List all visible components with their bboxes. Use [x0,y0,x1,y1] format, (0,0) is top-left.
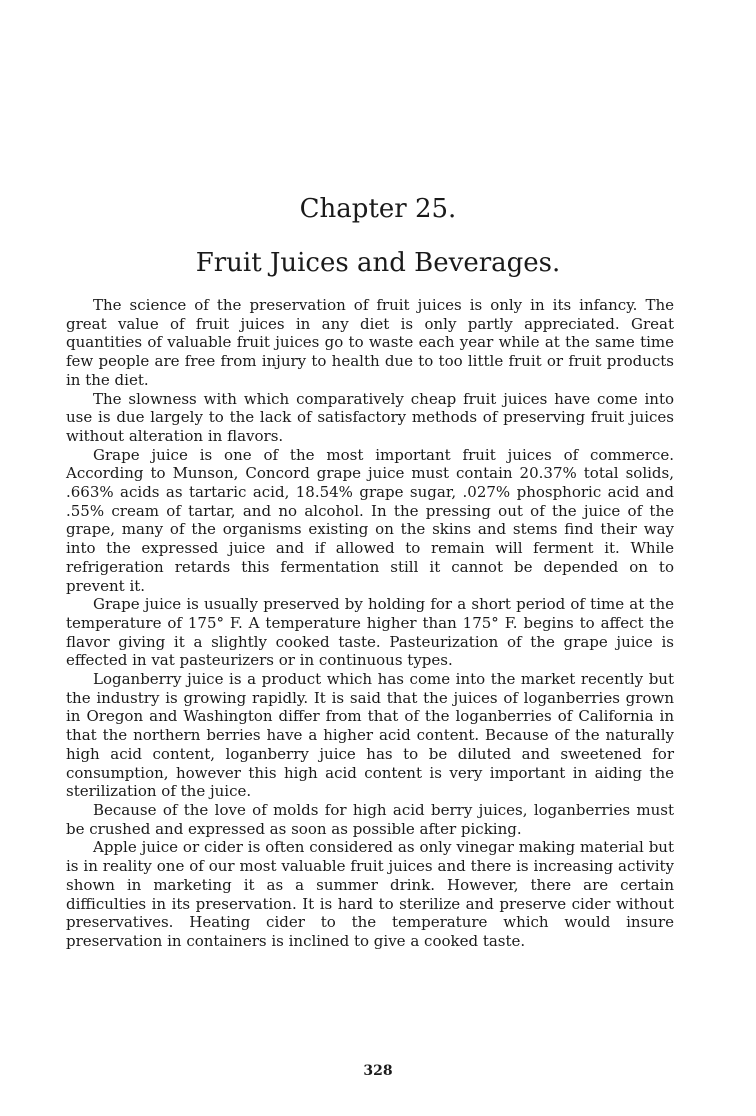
paragraph-molds-berry-juices: Because of the love of molds for high acid berry juices, loganberries must be crushed and expressed as soon as possible after picking. [66,800,674,838]
paragraph-grape-juice-preservation: Grape juice is usually preserved by holding for a short period of time at the temperature of 175° F. A temperature higher than 175° F. begins to affect the flavor giving it a slightly cooked taste. Pasteurization of the grape juice is effected in vat pasteurizers or in continuous types. [66,595,674,670]
paragraph-apple-juice-cider: Apple juice or cider is often considered as only vinegar making material but is in reality one of our most valuable fruit juices and there is increasing activity shown in marketing it as a summer drink. However, there are certain difficulties in its preservation. It is hard to sterilize and preserve cider without preservatives. Heating cider to the temperature which would insure preservation in containers is inclined to give a cooked taste. [66,838,674,950]
paragraph-slowness-of-adoption: The slowness with which comparatively cheap fruit juices have come into use is due largely to the lack of satisfactory methods of preserving fruit juices without alteration in flavors. [66,389,674,445]
chapter-number: Chapter 25. [299,194,457,224]
paragraph-grape-juice: Grape juice is one of the most important fruit juices of commerce. According to Munson, Concord grape juice must contain 20.37% total solids, .663% acids as tartaric acid, 18.54% grape sugar, .027% phosphoric acid and .55% cream of tartar, and no alcohol. In the pressing out of the juice of the grape, many of the organisms existing on the skins and stems find their way into the expressed juice and if allowed to remain will ferment it. While refrigeration retards this fermentation still it cannot be depended on to prevent it. [66,445,674,595]
paragraph-loganberry-juice: Loganberry juice is a product which has come into the market recently but the industry is growing rapidly. It is said that the juices of loganberries grown in Oregon and Washington differ from that of the loganberries of California in that the northern berries have a higher acid content. Because of the naturally high acid content, loganberry juice has to be diluted and sweetened for consumption, however this high acid content is very important in aiding the sterilization of the juice. [66,670,674,801]
paragraph-fruit-juice-science: The science of the preservation of fruit juices is only in its infancy. The great value of fruit juices in any diet is only partly appreciated. Great quantities of valuable fruit juices go to waste each year while at the same time few people are free from injury to health due to too little fruit or fruit products in the diet. [66,296,674,389]
chapter-title: Fruit Juices and Beverages. [195,248,561,278]
chapter-body [66,296,674,951]
page-number: 328 [363,1063,393,1079]
